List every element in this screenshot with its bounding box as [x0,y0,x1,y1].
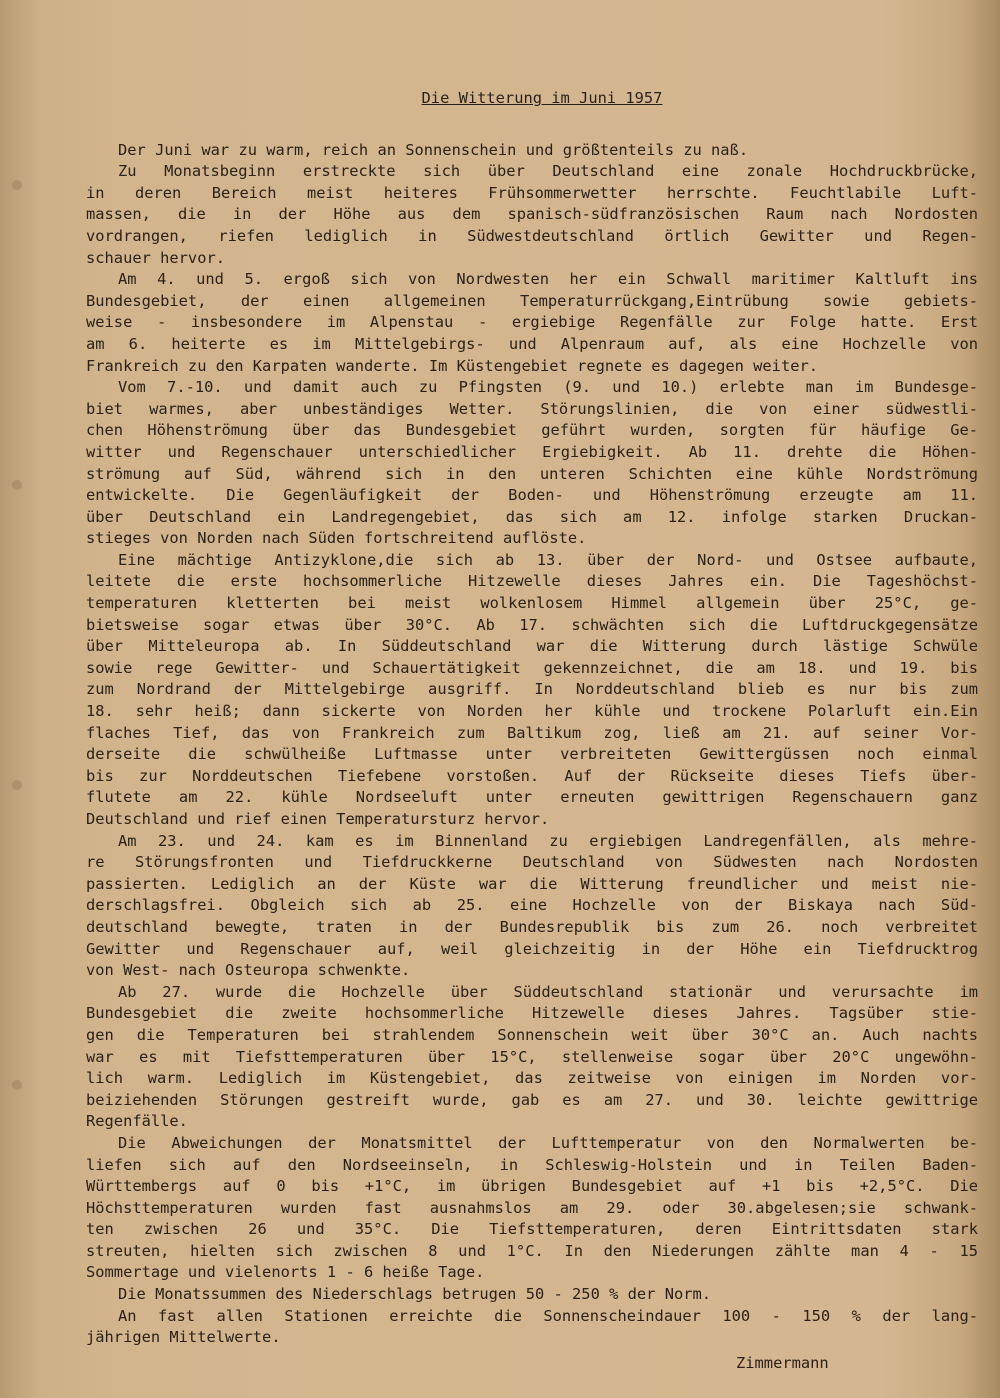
text-line: beiziehenden Störungen gestreift wurde, gab es am 27. und 30. leichte gewittrige [86,1090,978,1109]
document-body [86,88,978,1374]
paragraph [86,269,978,377]
text-line: von West- nach Osteuropa schwenkte. [86,961,411,980]
text-line: passierten. Lediglich an der Küste war die Witterung freundlicher und meist nie- [86,874,978,893]
text-line: über Deutschland ein Landregengebiet, das sich am 12. infolge starken Druckan- [86,507,978,526]
text-line: in deren Bereich meist heiteres Frühsommerwetter herrschte. Feuchtlabile Luft- [86,183,978,202]
paragraph [86,1133,978,1284]
text-line: Bundesgebiet die zweite hochsommerliche Hitzewelle dieses Jahres. Tagsüber stie- [86,1004,978,1023]
text-line: bietsweise sogar etwas über 30°C. Ab 17. schwächten sich die Luftdruckgegensätze [86,615,978,634]
text-line: war es mit Tiefsttemperaturen über 15°C, stellenweise sogar über 20°C ungewöhn- [86,1047,978,1066]
paragraph [86,1284,978,1306]
paragraph [86,1306,978,1349]
text-line: Eine mächtige Antizyklone,die sich ab 13. über der Nord- und Ostsee aufbaute, [118,550,978,569]
signature: Zimmermann [736,1353,829,1372]
text-line: Bundesgebiet, der einen allgemeinen Temperaturrückgang,Eintrübung sowie gebiets- [86,291,978,310]
paragraph [86,377,978,550]
text-line: derschlagsfrei. Obgleich sich ab 25. eine Hochzelle von der Biskaya nach Süd- [86,896,978,915]
text-line: witter und Regenschauer unterschiedlicher Ergiebigkeit. Ab 11. drehte die Höhen- [86,442,978,461]
text-line: bis zur Norddeutschen Tiefebene vorstoßen. Auf der Rückseite dieses Tiefs über- [86,766,978,785]
binding-edge [8,0,34,1398]
text-line: vordrangen, riefen lediglich in Südwestdeutschland örtlich Gewitter und Regen- [86,226,978,245]
text-line: Deutschland und rief einen Temperatursturz hervor. [86,810,550,828]
text-line: flutete am 22. kühle Nordseeluft unter erneuten gewittrigen Regenschauern ganz [86,788,978,807]
text-line: chen Höhenströmung über das Bundesgebiet geführt wurden, sorgten für häufige Ge- [86,421,978,440]
text-line: flaches Tief, das von Frankreich zum Baltikum zog, ließ am 21. auf seiner Vor- [86,723,978,742]
paragraphs [86,140,978,1349]
document-title: Die Witterung im Juni 1957 [421,89,663,107]
paragraph [86,161,978,269]
text-line: am 6. heiterte es im Mittelgebirgs- und Alpenraum auf, als eine Hochzelle von [86,334,978,353]
text-line: Frankreich zu den Karpaten wanderte. Im Küstengebiet regnete es dagegen weiter. [86,356,819,375]
text-line: Zu Monatsbeginn erstreckte sich über Deutschland eine zonale Hochdruckbrücke, [118,162,978,181]
text-line: liefen sich auf den Nordseeinseln, in Schleswig-Holstein und in Teilen Baden- [86,1155,978,1174]
text-line: leitete die erste hochsommerliche Hitzewelle dieses Jahres ein. Die Tageshöchst- [86,572,978,591]
text-line: sowie rege Gewitter- und Schauertätigkeit gekennzeichnet, die am 18. und 19. bis [86,658,978,677]
text-line: Sommertage und vielenorts 1 - 6 heiße Tage. [86,1263,485,1282]
text-line: zum Nordrand der Mittelgebirge ausgriff. In Norddeutschland blieb es nur bis zum [86,680,978,699]
paragraph [86,831,978,982]
text-line: Höchsttemperaturen wurden fast ausnahmslos am 29. oder 30.abgelesen;sie schwank- [86,1198,978,1217]
paragraph [86,550,978,831]
text-line: Gewitter und Regenschauer auf, weil gleichzeitig in der Höhe ein Tiefdrucktrog [86,939,978,958]
text-line: derseite die schwülheiße Luftmasse unter verbreiteten Gewittergüssen noch einmal [86,745,978,764]
text-line: 18. sehr heiß; dann sickerte von Norden her kühle und trockene Polarluft ein.Ein [86,702,978,721]
text-line: entwickelte. Die Gegenläufigkeit der Boden- und Höhenströmung erzeugte am 11. [86,486,978,505]
text-line: Am 23. und 24. kam es im Binnenland zu ergiebigen Landregenfällen, als mehre- [118,831,978,850]
text-line: jährigen Mittelwerte. [86,1328,281,1347]
text-line: stieges von Norden nach Süden fortschreitend auflöste. [86,529,587,548]
text-line: re Störungsfronten und Tiefdruckkerne Deutschland von Südwesten nach Nordosten [86,853,978,872]
paragraph [86,140,978,162]
text-line: Am 4. und 5. ergoß sich von Nordwesten her ein Schwall maritimer Kaltluft ins [118,270,978,289]
text-line: weise - insbesondere im Alpenstau - ergiebige Regenfälle zur Folge hatte. Erst [86,313,978,332]
paragraph [86,982,978,1133]
text-line: massen, die in der Höhe aus dem spanisch-südfranzösischen Raum nach Nordosten [86,205,978,224]
text-line: ten zwischen 26 und 35°C. Die Tiefsttemperaturen, deren Eintrittsdaten stark [86,1220,978,1239]
text-line: An fast allen Stationen erreichte die Sonnenscheindauer 100 - 150 % der lang- [118,1306,978,1325]
text-line: Ab 27. wurde die Hochzelle über Süddeutschland stationär und verursachte im [118,982,978,1001]
text-line: strömung auf Süd, während sich in den unteren Schichten eine kühle Nordströmung [86,464,978,483]
text-line: deutschland bewegte, traten in der Bundesrepublik bis zum 26. noch verbreitet [86,917,978,936]
text-line: Die Abweichungen der Monatsmittel der Lufttemperatur von den Normalwerten be- [118,1133,978,1152]
text-line: lich warm. Lediglich im Küstengebiet, das zeitweise von einigen im Norden vor- [86,1069,978,1088]
text-line: gen die Temperaturen bei strahlendem Sonnenschein weit über 30°C an. Auch nachts [86,1025,978,1044]
text-line: schauer hervor. [86,248,225,267]
text-line: temperaturen kletterten bei meist wolkenlosem Himmel allgemein über 25°C, ge- [86,594,978,613]
text-line: streuten, hielten sich zwischen 8 und 1°C. In den Niederungen zählte man 4 - 15 [86,1241,978,1260]
text-line: Die Monatssummen des Niederschlags betrugen 50 - 250 % der Norm. [118,1285,712,1304]
text-line: Regenfälle. [86,1112,188,1131]
text-line: über Mitteleuropa ab. In Süddeutschland war die Witterung durch lästige Schwüle [86,637,978,656]
text-line: Der Juni war zu warm, reich an Sonnenschein und größtenteils zu naß. [118,140,749,159]
text-line: biet warmes, aber unbeständiges Wetter. Störungslinien, die von einer südwestli- [86,399,978,418]
text-line: Württembergs auf 0 bis +1°C, im übrigen Bundesgebiet auf +1 bis +2,5°C. Die [86,1177,978,1196]
text-line: Vom 7.-10. und damit auch zu Pfingsten (9. und 10.) erlebte man im Bundesge- [118,378,978,397]
